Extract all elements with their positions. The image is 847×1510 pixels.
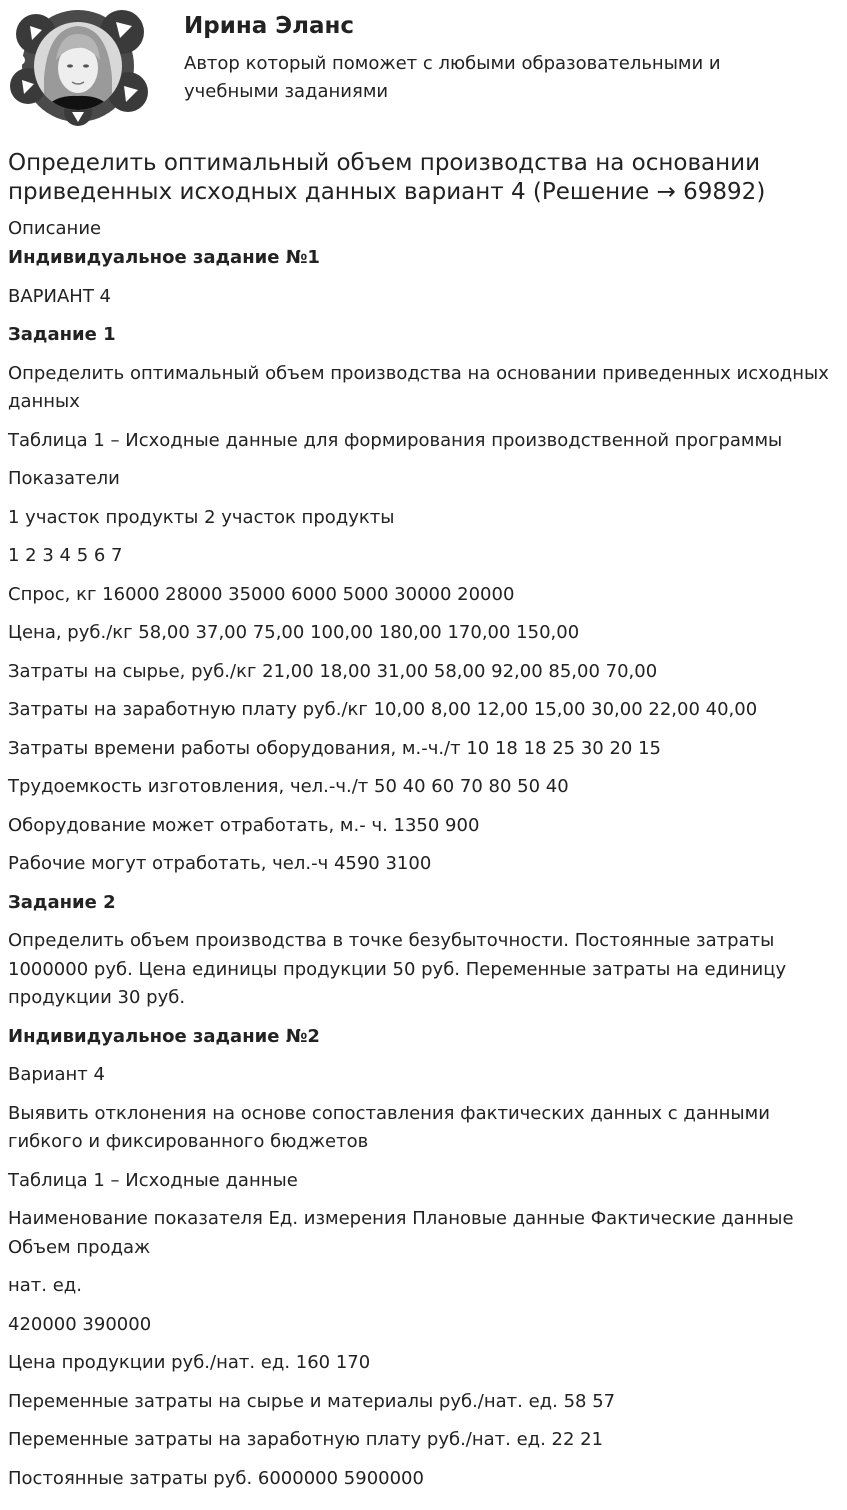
paragraph: Трудоемкость изготовления, чел.-ч./т 50 40 60 70 80 50 40 — [8, 776, 569, 797]
author-card — [0, 0, 847, 140]
paragraph: Таблица 1 – Исходные данные — [8, 1169, 298, 1191]
description-label: Описание — [8, 218, 102, 239]
section-heading: Индивидуальное задание №2 — [8, 1025, 320, 1047]
paragraph: ВАРИАНТ 4 — [8, 285, 111, 307]
paragraph: Цена, руб./кг 58,00 37,00 75,00 100,00 180,00 170,00 150,00 — [8, 622, 580, 643]
paragraph: Затраты времени работы оборудования, м.-ч./т 10 18 18 25 30 20 15 — [8, 737, 661, 759]
paragraph: Наименование показателя Ед. измерения Плановые данные Фактические данные Объем продаж — [8, 1208, 794, 1258]
paragraph: Определить оптимальный объем производства на основании приведенных исходных данных — [8, 362, 829, 412]
paragraph: Затраты на заработную плату руб./кг 10,00 8,00 12,00 15,00 30,00 22,00 40,00 — [8, 699, 758, 720]
paragraph: Затраты на сырье, руб./кг 21,00 18,00 31,00 58,00 92,00 85,00 70,00 — [8, 660, 658, 682]
section-heading: Задание 2 — [8, 891, 116, 913]
paragraph: Определить объем производства в точке безубыточности. Постоянные затраты 1000000 руб. Цена единицы продукции 50 руб. Переменные затраты на единицу продукции 30 руб. — [8, 930, 787, 1008]
paragraph: Цена продукции руб./нат. ед. 160 170 — [8, 1352, 371, 1373]
paragraph: Рабочие могут отработать, чел.-ч 4590 3100 — [8, 853, 432, 874]
paragraph: Таблица 1 – Исходные данные для формирования производственной программы — [8, 429, 783, 451]
paragraph: 1 участок продукты 2 участок продукты — [8, 506, 395, 528]
paragraph: Спрос, кг 16000 28000 35000 6000 5000 30000 20000 — [8, 583, 515, 605]
page-title: Определить оптимальный объем производства на основании приведенных исходных данных вариант 4 (Решение → 69892) — [8, 150, 766, 205]
paragraph: Постоянные затраты руб. 6000000 5900000 — [8, 1467, 424, 1489]
author-description: Автор который поможет с любыми образовательными и учебными заданиями — [184, 53, 721, 102]
paragraph: 420000 390000 — [8, 1313, 152, 1335]
paragraph: нат. ед. — [8, 1275, 82, 1296]
paragraph: Показатели — [8, 468, 120, 489]
paragraph: Выявить отклонения на основе сопоставления фактических данных с данными гибкого и фиксированного бюджетов — [8, 1102, 770, 1152]
paragraph: Оборудование может отработать, м.- ч. 1350 900 — [8, 814, 480, 836]
author-avatar[interactable] — [8, 8, 150, 126]
description-content — [8, 244, 840, 1503]
author-name[interactable]: Ирина Эланс — [184, 13, 355, 39]
paragraph: Переменные затраты на заработную плату руб./нат. ед. 22 21 — [8, 1429, 604, 1450]
paragraph: Переменные затраты на сырье и материалы руб./нат. ед. 58 57 — [8, 1390, 616, 1412]
paragraph: Вариант 4 — [8, 1064, 105, 1085]
section-heading: Индивидуальное задание №1 — [8, 247, 320, 268]
section-heading: Задание 1 — [8, 324, 116, 345]
paragraph: 1 2 3 4 5 6 7 — [8, 545, 123, 566]
